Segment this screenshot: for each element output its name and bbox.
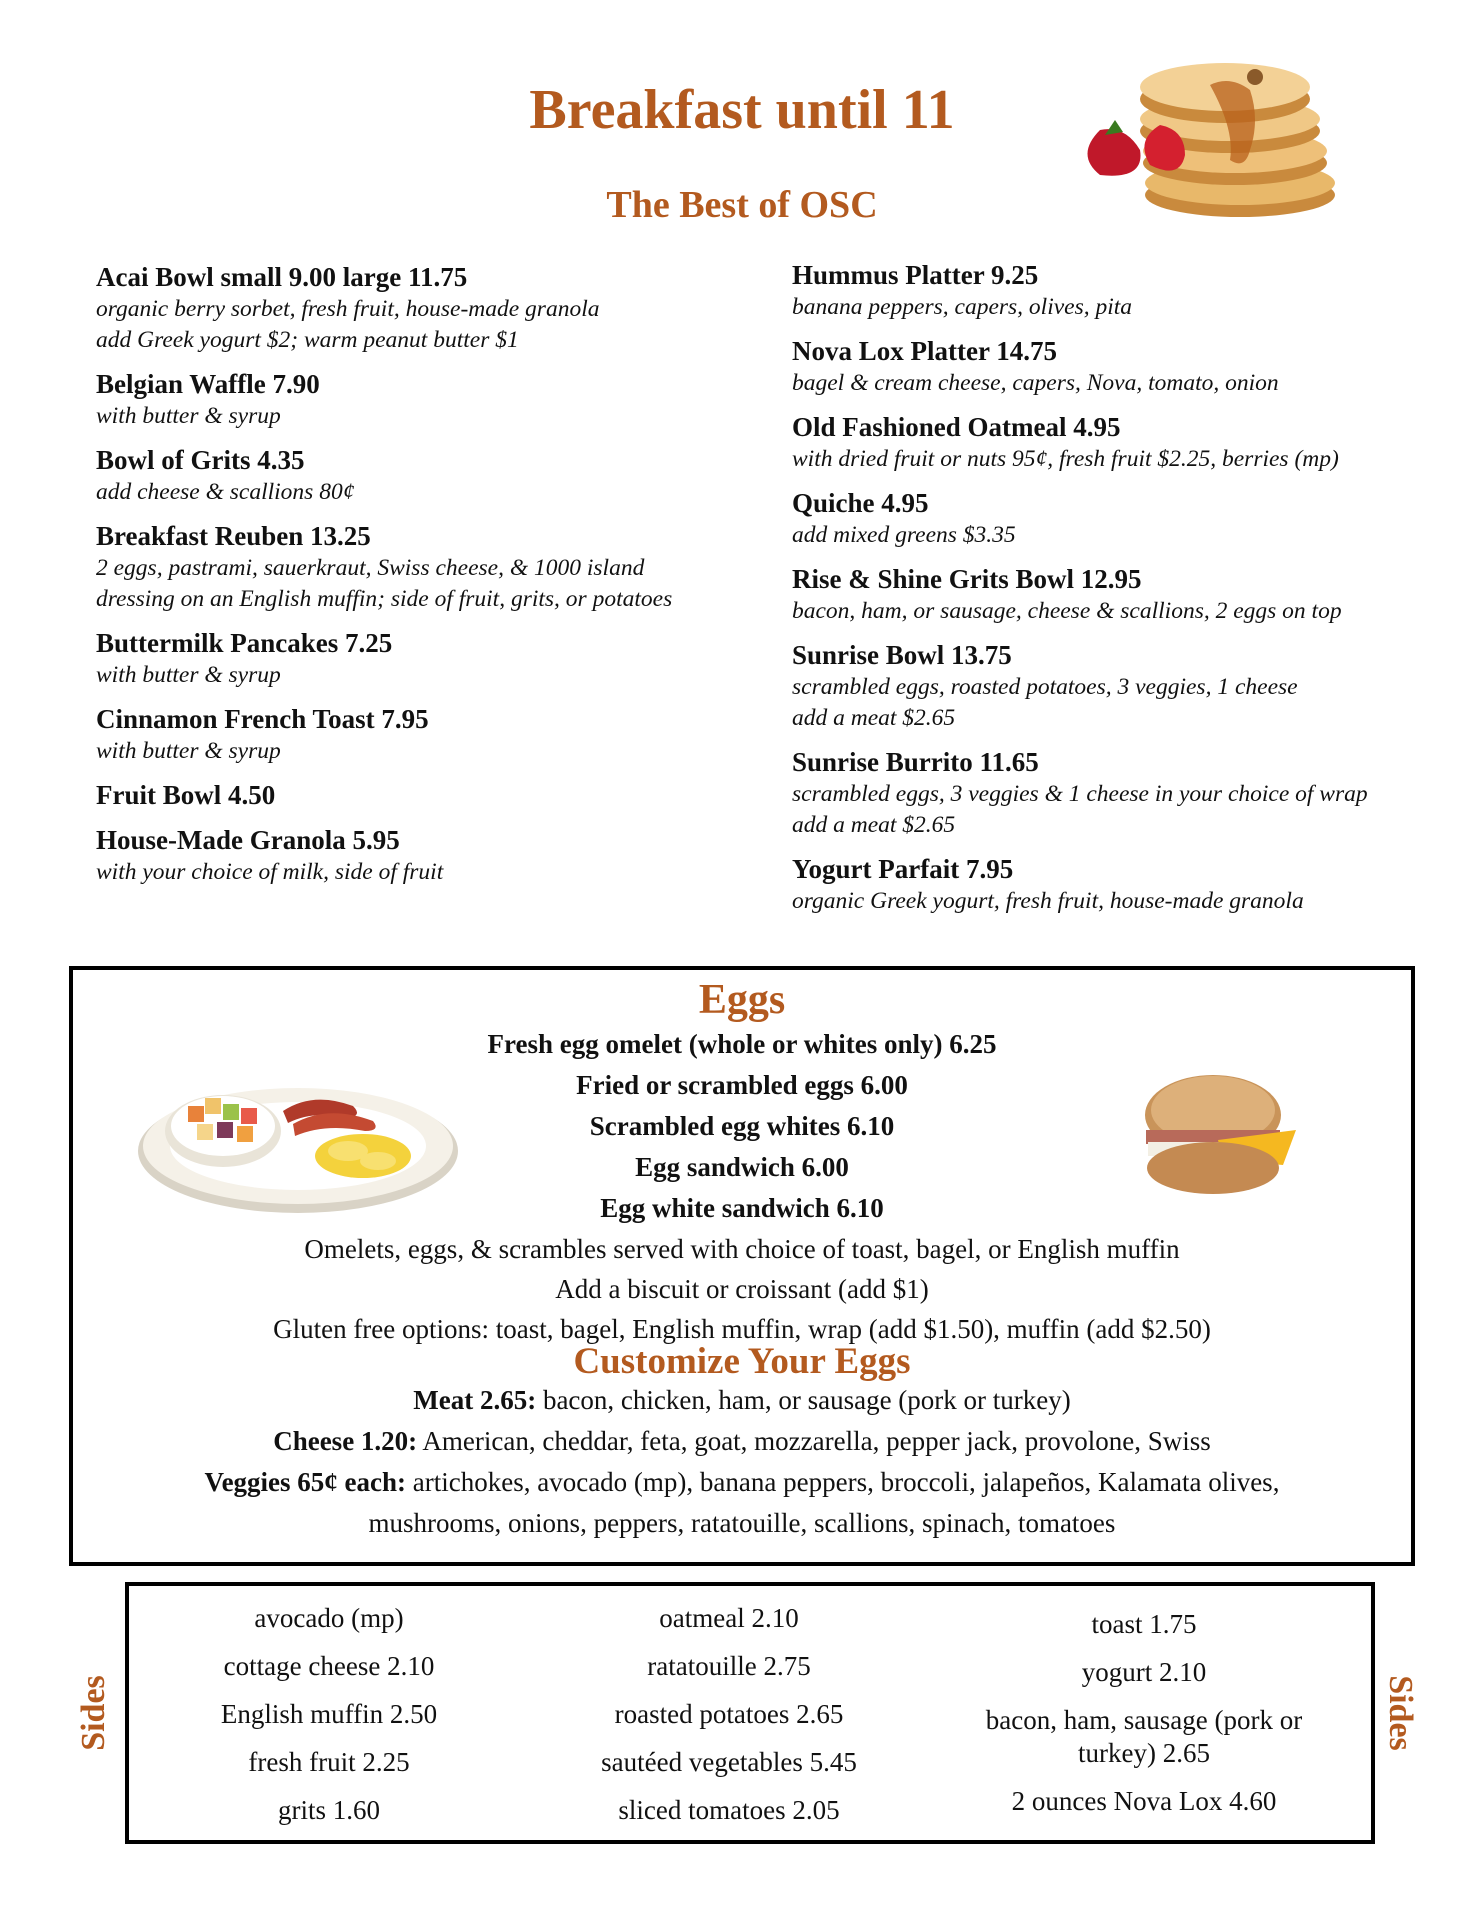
menu-item xyxy=(792,852,1432,917)
egg-item: Egg sandwich 6.00 xyxy=(635,1152,849,1182)
egg-item: Fresh egg omelet (whole or whites only) 6.25 xyxy=(487,1029,997,1059)
menu-item xyxy=(96,778,736,812)
item-name: Rise & Shine Grits Bowl 12.95 xyxy=(792,564,1142,594)
menu-item xyxy=(96,823,736,888)
side-item: ratatouille 2.75 xyxy=(647,1651,811,1681)
page-subtitle: The Best of OSC xyxy=(606,184,878,226)
side-item: avocado (mp) xyxy=(254,1603,404,1633)
menu-item xyxy=(96,443,736,508)
menu-item xyxy=(792,745,1432,841)
item-description: banana peppers, capers, olives, pita xyxy=(792,294,1133,320)
item-description: add a meat $2.65 xyxy=(792,812,956,838)
item-description: 2 eggs, pastrami, sauerkraut, Swiss cheese, & 1000 island xyxy=(96,555,645,581)
menu-item xyxy=(96,702,736,767)
item-description: organic Greek yogurt, fresh fruit, house-made granola xyxy=(792,888,1304,914)
sides-column xyxy=(189,1594,469,1834)
item-description: with butter & syrup xyxy=(96,738,281,764)
item-name: Bowl of Grits 4.35 xyxy=(96,445,305,475)
item-name: Fruit Bowl 4.50 xyxy=(96,780,276,810)
side-item: toast 1.75 xyxy=(1091,1609,1197,1639)
side-item: oatmeal 2.10 xyxy=(659,1603,799,1633)
sides-label-left: Sides xyxy=(75,1675,112,1751)
item-name: Sunrise Bowl 13.75 xyxy=(792,640,1012,670)
sides-label-right: Sides xyxy=(1382,1675,1419,1751)
item-name: Belgian Waffle 7.90 xyxy=(96,369,320,399)
side-item: sliced tomatoes 2.05 xyxy=(618,1795,840,1825)
menu-item xyxy=(96,367,736,432)
sides-column xyxy=(949,1600,1339,1825)
customize-veggies-cont: mushrooms, onions, peppers, ratatouille, scallions, spinach, tomatoes xyxy=(368,1508,1116,1538)
item-name: Nova Lox Platter 14.75 xyxy=(792,336,1057,366)
meat-options: bacon, chicken, ham, or sausage (pork or turkey) xyxy=(536,1385,1071,1415)
item-name: Acai Bowl small 9.00 large 11.75 xyxy=(96,262,468,292)
cheese-options: American, cheddar, feta, goat, mozzarella, pepper jack, provolone, Swiss xyxy=(417,1426,1211,1456)
item-description: scrambled eggs, 3 veggies & 1 cheese in your choice of wrap xyxy=(792,781,1368,807)
item-description: with your choice of milk, side of fruit xyxy=(96,859,444,885)
menu-item xyxy=(792,258,1432,323)
item-name: Quiche 4.95 xyxy=(792,488,929,518)
side-item: bacon, ham, sausage (pork or turkey) 2.65 xyxy=(985,1705,1303,1768)
item-name: House-Made Granola 5.95 xyxy=(96,825,400,855)
customize-cheese xyxy=(103,1421,1381,1462)
egg-item: Egg white sandwich 6.10 xyxy=(600,1193,884,1223)
item-description: dressing on an English muffin; side of fruit, grits, or potatoes xyxy=(96,586,673,612)
menu-column-right xyxy=(792,258,1432,928)
menu-column-left xyxy=(96,260,736,899)
item-description: add Greek yogurt $2; warm peanut butter $1 xyxy=(96,327,519,353)
customize-veggies xyxy=(103,1462,1381,1503)
eggs-note: Omelets, eggs, & scrambles served with choice of toast, bagel, or English muffin xyxy=(304,1234,1180,1264)
menu-item xyxy=(792,638,1432,734)
eggs-note: Add a biscuit or croissant (add $1) xyxy=(555,1274,929,1304)
menu-item xyxy=(96,519,736,615)
item-name: Yogurt Parfait 7.95 xyxy=(792,854,1014,884)
item-description: add cheese & scallions 80¢ xyxy=(96,479,355,505)
eggs-section xyxy=(69,966,1415,1566)
veggies-options: artichokes, avocado (mp), banana peppers, broccoli, jalapeños, Kalamata olives, xyxy=(406,1467,1280,1497)
customize-title: Customize Your Eggs xyxy=(573,1341,911,1382)
page-title: Breakfast until 11 xyxy=(529,79,955,141)
item-description: organic berry sorbet, fresh fruit, house-made granola xyxy=(96,296,600,322)
egg-item: Scrambled egg whites 6.10 xyxy=(589,1111,895,1141)
item-name: Hummus Platter 9.25 xyxy=(792,260,1039,290)
item-description: add mixed greens $3.35 xyxy=(792,522,1016,548)
customize-meat xyxy=(103,1380,1381,1421)
sides-section xyxy=(125,1582,1375,1844)
item-description: scrambled eggs, roasted potatoes, 3 veggies, 1 cheese xyxy=(792,674,1298,700)
menu-item xyxy=(792,562,1432,627)
menu-item xyxy=(792,334,1432,399)
side-item: English muffin 2.50 xyxy=(220,1699,438,1729)
eggs-list xyxy=(73,1024,1411,1349)
side-item: grits 1.60 xyxy=(277,1795,380,1825)
item-description: bagel & cream cheese, capers, Nova, tomato, onion xyxy=(792,370,1279,396)
eggs-note: Gluten free options: toast, bagel, English muffin, wrap (add $1.50), muffin (add $2.50) xyxy=(273,1314,1211,1344)
side-item: cottage cheese 2.10 xyxy=(223,1651,435,1681)
item-name: Cinnamon French Toast 7.95 xyxy=(96,704,429,734)
item-description: with butter & syrup xyxy=(96,662,281,688)
item-name: Sunrise Burrito 11.65 xyxy=(792,747,1039,777)
item-description: bacon, ham, or sausage, cheese & scallions, 2 eggs on top xyxy=(792,598,1342,624)
menu-item xyxy=(96,260,736,356)
veggies-label: Veggies 65¢ each: xyxy=(204,1467,407,1497)
menu-item xyxy=(792,410,1432,475)
item-description: add a meat $2.65 xyxy=(792,705,956,731)
item-name: Buttermilk Pancakes 7.25 xyxy=(96,628,393,658)
menu-item xyxy=(96,626,736,691)
side-item: yogurt 2.10 xyxy=(1081,1657,1207,1687)
egg-item: Fried or scrambled eggs 6.00 xyxy=(576,1070,908,1100)
menu-item xyxy=(792,486,1432,551)
item-description: with butter & syrup xyxy=(96,403,281,429)
eggs-title: Eggs xyxy=(698,977,786,1023)
side-item: sautéed vegetables 5.45 xyxy=(601,1747,857,1777)
side-item: 2 ounces Nova Lox 4.60 xyxy=(1011,1786,1277,1816)
cheese-label: Cheese 1.20: xyxy=(273,1426,418,1456)
sides-column xyxy=(529,1594,929,1834)
side-item: fresh fruit 2.25 xyxy=(248,1747,410,1777)
item-name: Breakfast Reuben 13.25 xyxy=(96,521,371,551)
side-item: roasted potatoes 2.65 xyxy=(614,1699,844,1729)
customize-list xyxy=(103,1380,1381,1544)
pancakes-image xyxy=(1060,55,1350,230)
item-description: with dried fruit or nuts 95¢, fresh fruit $2.25, berries (mp) xyxy=(792,446,1339,472)
item-name: Old Fashioned Oatmeal 4.95 xyxy=(792,412,1121,442)
meat-label: Meat 2.65: xyxy=(413,1385,537,1415)
